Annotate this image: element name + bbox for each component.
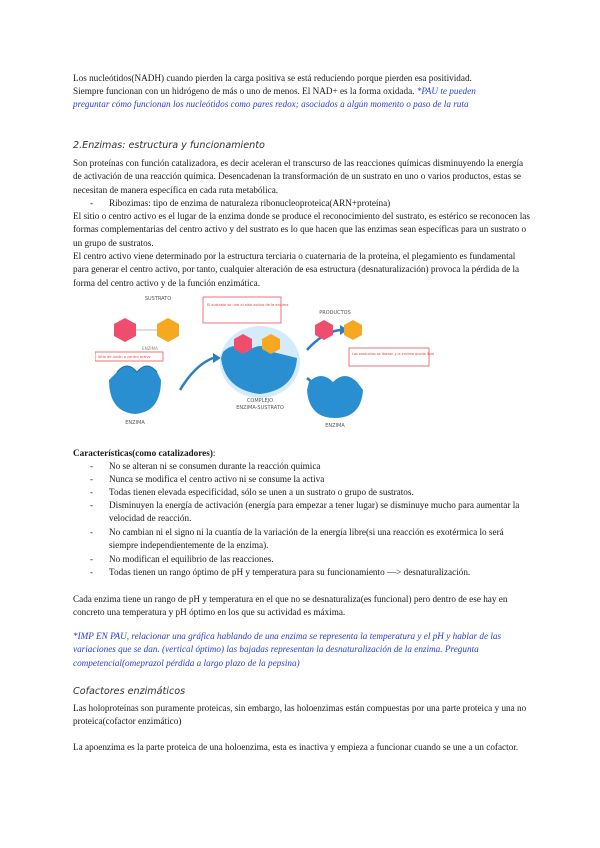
intro-line-2-text: Siempre funcionan con un hidrógeno de más o uno de menos. El NAD+ es la forma oxidada. (73, 86, 415, 96)
section-heading-enzimas: 2.Enzimas: estructura y funcionamiento (73, 140, 265, 151)
enzyme-right (307, 376, 363, 418)
bullet-dash: - (90, 567, 94, 577)
bullet-dash: - (90, 527, 94, 537)
label-enzima-left-top: ENZIMA (142, 346, 158, 351)
product-hexagon-orange (344, 320, 362, 340)
bullet-dash: - (90, 461, 94, 471)
ribozimas-bullet (90, 197, 535, 210)
section-heading-cofactores: Cofactores enzimáticos (73, 686, 186, 697)
enzyme-left (109, 366, 161, 414)
box-center-text: El sustrato se une al sitio activo de la enzima (207, 303, 289, 307)
box-left-text: Sitio de unión o centro activo (98, 355, 151, 359)
caracteristica-text: No se alteran ni se consumen durante la reacción química (109, 461, 321, 471)
ph-pau-note: *IMP EN PAU, relacionar una gráfica hablando de una enzima se representa la temperatura y el pH y hablar de las variaciones que se dan. (vertical óptimo) las bajadas representan la desnaturalización de la enzima. Pregunta competencial(omeprazol pérdida a largo plazo de la pepsina) (73, 631, 502, 668)
caracteristica-text: Nunca se modifica el centro activo ni se consume la activa (109, 474, 325, 484)
label-enzima-right: ENZIMA (325, 423, 345, 429)
enzimas-para-1: Son proteínas con función catalizadora, es decir aceleran el transcurso de las reacciones químicas disminuyendo la energía de activación de una reacción química. Desencadenan la transformación de un sustrato en uno o varios productos, estas se necesitan de manera específica en cada ruta metabólica. (73, 158, 524, 195)
bullet-dash: - (90, 474, 94, 484)
enzimas-para-3: El centro activo viene determinado por la estructura terciaria o cuaternaria de la proteína, el plegamiento es fundamental para generar el centro activo, por tanto, cualquier alteración de esa estructura (desnaturalización) provoca la pérdida de la forma del centro activo y de la función enzimática. (73, 251, 520, 288)
caracteristica-item (90, 499, 535, 526)
caracteristica-text: Disminuyen la energía de activación (energía para empezar a tener lugar) se disminuye mucho para aumentar la velocidad de reacción. (109, 500, 520, 524)
enzimas-para-2: El sitio o centro activo es el lugar de la enzima donde se produce el reconocimiento del sustrato, es estérico se reconocen las formas complementarias del centro activo y del sustrato es lo que hacen que las enzimas sean específicas para un sustrato o un grupo de sustratos. (73, 211, 530, 248)
caracteristica-text: Todas tienen elevada especificidad, sólo se unen a un sustrato o grupo de sustratos. (109, 487, 414, 497)
caracteristicas-title-colon: : (212, 448, 216, 458)
ph-paragraph: Cada enzima tiene un rango de pH y temperatura en el que no se desnaturaliza(es funcional) pero dentro de ese hay en concreto una temperatura y pH óptimo en los que su actividad es máxima. (73, 594, 508, 618)
box-right-text: Los productos se liberan y la enzima queda libre (352, 352, 435, 356)
pau-note-line: preguntar cómo funcionan los nucleótidos como pares redox; asociados a algún momento o paso de la ruta (73, 99, 469, 109)
caracteristica-item (90, 566, 535, 579)
caracteristica-item (90, 486, 535, 499)
caracteristica-item (90, 460, 535, 473)
label-enzima: ENZIMA (125, 420, 145, 426)
bullet-dash: - (90, 500, 94, 510)
caracteristica-text: No modifican el equilibrio de las reacciones. (109, 554, 274, 564)
caracteristica-text: No cambian ni el signo ni la cuantía de la variación de la energía libre(si una reacción es exotérmica lo será siempre independientemente de la enzima). (109, 527, 504, 551)
caracteristica-item (90, 553, 535, 566)
bullet-dash: - (90, 198, 94, 208)
caracteristica-item (90, 526, 535, 553)
ribozimas-text: Ribozimas: tipo de enzima de naturaleza ribonucleoproteica(ARN+proteína) (109, 198, 391, 208)
caracteristica-item (90, 473, 535, 486)
product-hexagon-pink (315, 320, 333, 340)
label-sustrato: SUSTRATO (144, 296, 172, 302)
pau-note-inline: *PAU te pueden (416, 86, 476, 96)
arrow-1-head (213, 353, 221, 363)
caracteristica-text: Todas tienen un rango óptimo de pH y temperatura para su funcionamiento —> desnaturalización. (109, 567, 471, 577)
intro-line-1: Los nucleótidos(NADH) cuando pierden la carga positiva se está reduciendo porque pierden esa positividad. (73, 73, 472, 83)
arrow-1 (180, 358, 213, 390)
substrate-hexagon-orange (157, 318, 179, 342)
bullet-dash: - (90, 487, 94, 497)
box-right (349, 348, 429, 366)
caracteristicas-title-text: Características(como catalizadores) (73, 448, 213, 458)
label-enzima-sustrato: ENZIMA-SUSTRATO (236, 405, 284, 411)
intro-line-2 (73, 85, 533, 98)
cofactores-para-2: La apoenzima es la parte proteica de una holoenzima, esta es inactiva y empieza a funcionar cuando se une a un cofactor. (73, 742, 519, 752)
label-productos: PRODUCTOS (319, 310, 351, 316)
box-center (203, 297, 281, 323)
bullet-dash: - (90, 554, 94, 564)
label-complejo: COMPLEJO (246, 398, 274, 404)
caracteristicas-title (73, 447, 533, 460)
substrate-hexagon-pink (114, 318, 136, 342)
cofactores-para-1: Las holoproteínas son puramente proteicas, sin embargo, las holoenzimas están compuestas por una parte proteica y una no proteica(cofactor enzimático) (73, 703, 527, 727)
enzyme-substrate-diagram (95, 290, 515, 430)
